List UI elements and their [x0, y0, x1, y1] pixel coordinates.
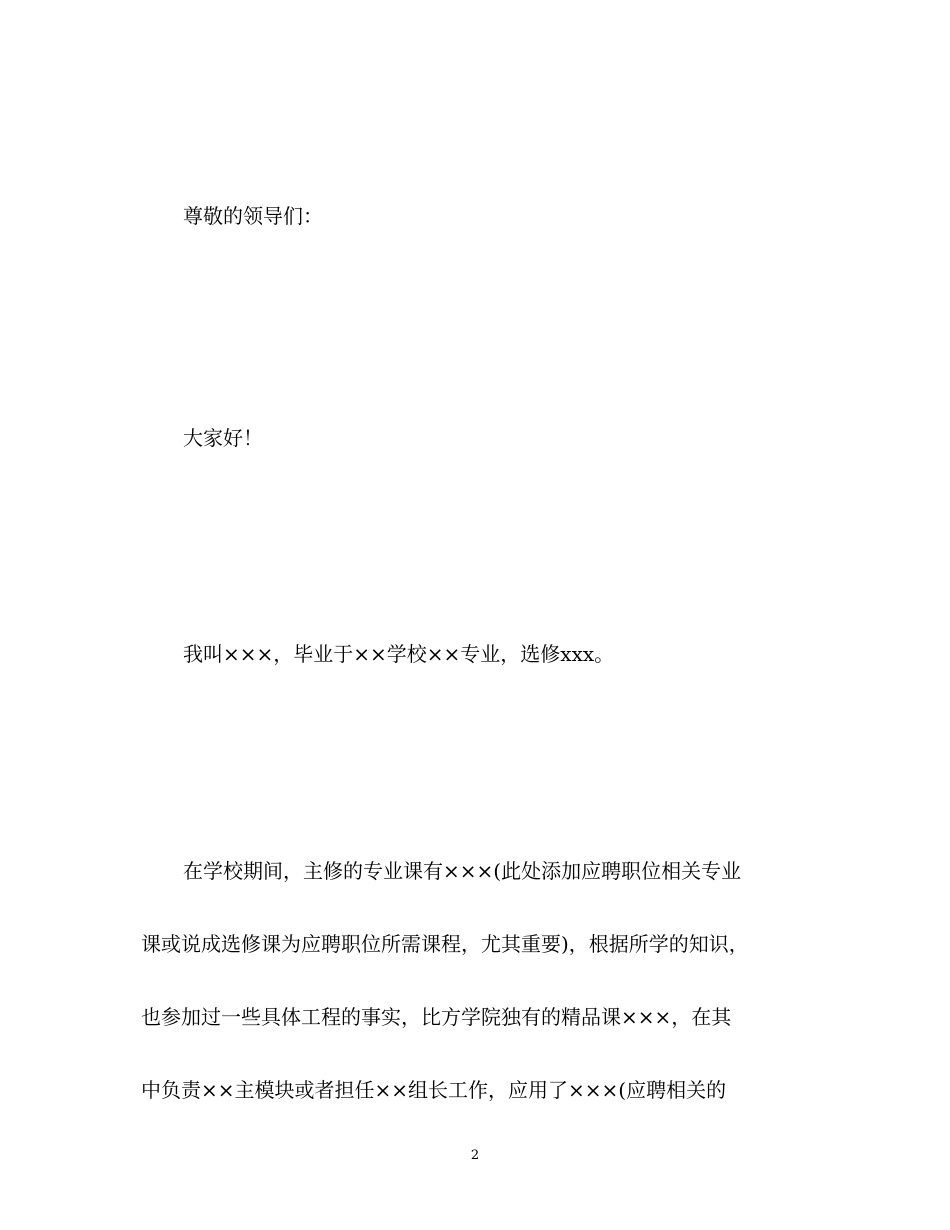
- greeting-line: 尊敬的领导们：: [183, 204, 323, 228]
- intro-line: 我叫×××，毕业于××学校××专业，选修xxx。: [183, 642, 615, 666]
- paragraph-line-3: 也参加过一些具体工程的事实，比方学院独有的精品课×××，在其: [141, 1005, 732, 1029]
- page-number: 2: [470, 1148, 480, 1163]
- hello-line: 大家好！: [183, 426, 263, 450]
- paragraph-line-4: 中负责××主模块或者担任××组长工作，应用了×××(应聘相关的: [141, 1078, 727, 1102]
- paragraph-line-2: 课或说成选修课为应聘职位所需课程，尤其重要)，根据所学的知识，: [141, 932, 749, 956]
- paragraph-line-1: 在学校期间，主修的专业课有×××(此处添加应聘职位相关专业: [183, 859, 742, 883]
